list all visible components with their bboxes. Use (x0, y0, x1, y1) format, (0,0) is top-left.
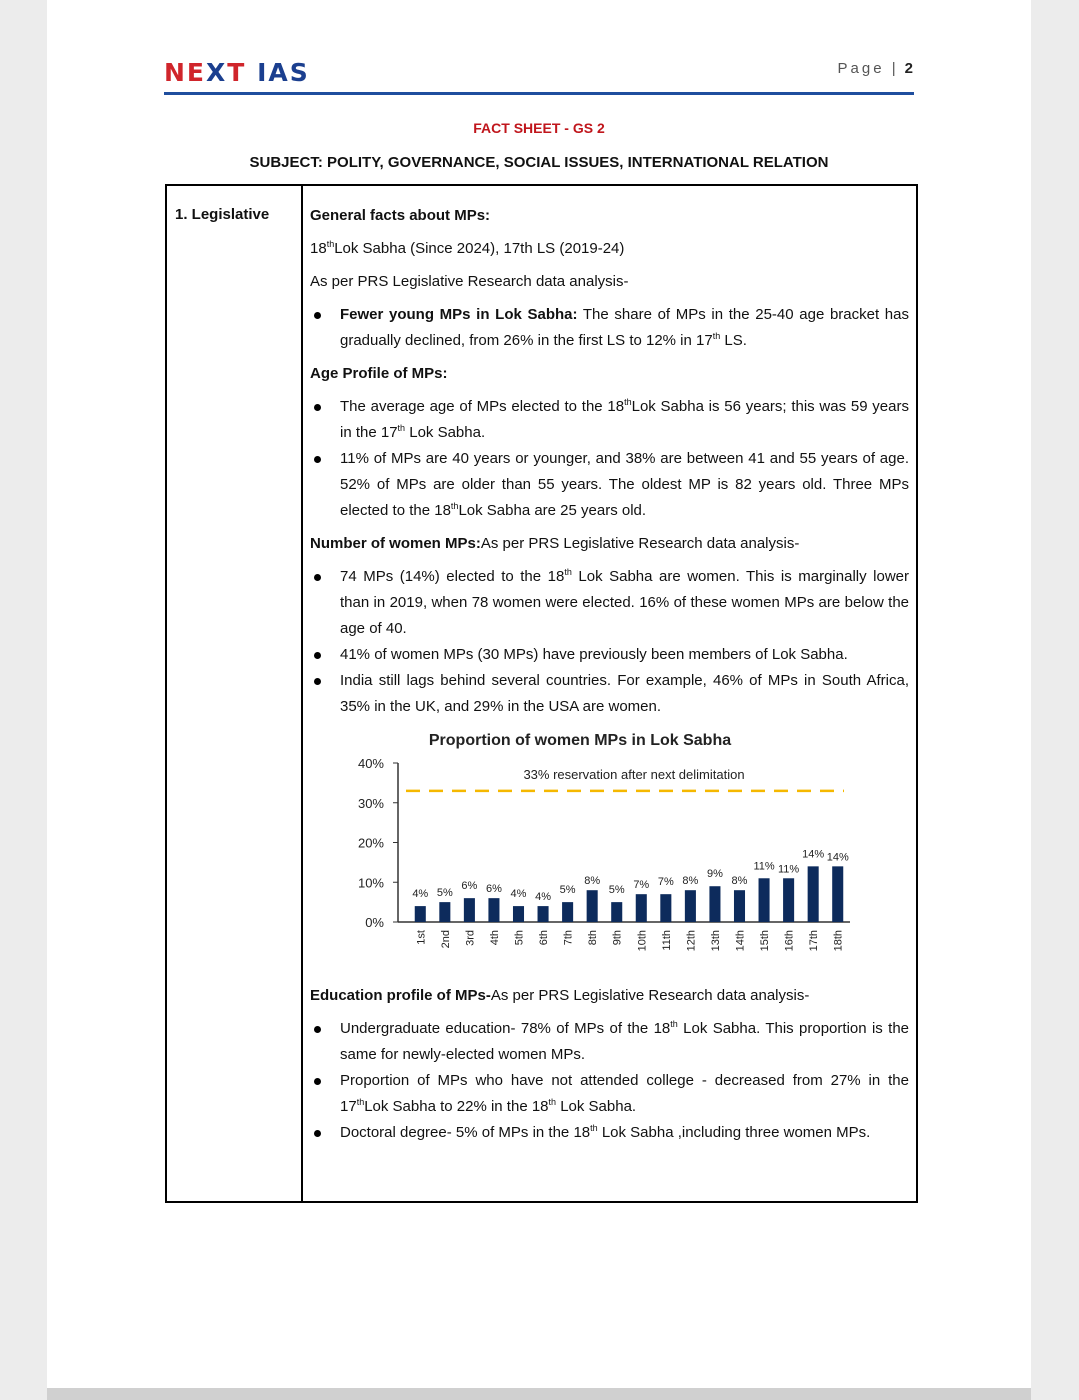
x-tick-label: 17th (808, 930, 821, 952)
bar (611, 902, 622, 922)
age-bullets (310, 394, 909, 524)
bar-label: 14% (802, 848, 825, 861)
x-tick-label: 7th (562, 930, 575, 946)
prs-line: As per PRS Legislative Research data analysis- (310, 273, 629, 290)
x-tick-label: 11th (660, 930, 673, 951)
x-tick-label: 5th (513, 930, 526, 946)
bar (538, 906, 549, 922)
bar-label: 8% (584, 875, 601, 888)
women-heading: Number of women MPs:As per PRS Legislative Research data analysis- (310, 535, 800, 552)
list-item: 11% of MPs are 40 years or younger, and 38% are between 41 and 55 years of age. 52% of MPs are older than 55 years. The oldest MP is 82 years old. Three MPs elected to the 18thLok Sabha are 25 years old. (310, 446, 909, 524)
x-tick-label: 10th (636, 930, 649, 952)
chart-title: Proportion of women MPs in Lok Sabha (428, 732, 732, 749)
header-rule (164, 92, 914, 95)
bar-label: 6% (461, 880, 478, 893)
bar (734, 890, 745, 922)
page-shadow (47, 1388, 1031, 1400)
bar-label: 4% (510, 888, 527, 901)
bar (488, 898, 499, 922)
age-heading: Age Profile of MPs: (310, 365, 448, 382)
bar (709, 886, 720, 922)
y-tick-label: 20% (357, 835, 384, 851)
x-tick-label: 12th (685, 930, 698, 952)
bar-label: 8% (731, 875, 748, 888)
bar (783, 878, 794, 922)
subject-line: SUBJECT: POLITY, GOVERNANCE, SOCIAL ISSUES, INTERNATIONAL RELATION (249, 154, 829, 171)
bar-label: 7% (633, 879, 650, 892)
page-number: Page | 2 (837, 60, 913, 77)
bar-label: 11% (778, 863, 800, 876)
general-heading: General facts about MPs: (310, 207, 491, 224)
bar (439, 902, 450, 922)
row-label: 1. Legislative (175, 206, 270, 223)
x-tick-label: 2nd (439, 930, 452, 949)
x-tick-label: 6th (538, 930, 551, 946)
bar (415, 906, 426, 922)
reservation-label: 33% reservation after next delimitation (523, 766, 745, 782)
education-bullets (310, 1016, 909, 1146)
fact-table (165, 184, 918, 1203)
next-ias-logo: NEXT IAS (164, 58, 310, 87)
list-item: India still lags behind several countries. For example, 46% of MPs in South Africa, 35% in the UK, and 29% in the USA are women. (310, 668, 909, 720)
education-heading: Education profile of MPs-As per PRS Legislative Research data analysis- (310, 987, 810, 1004)
list-item: 74 MPs (14%) elected to the 18th Lok Sabha are women. This is marginally lower than in 2019, when 78 women were elected. 16% of these women MPs are below the age of 40. (310, 564, 909, 642)
y-tick-label: 40% (357, 756, 384, 771)
bar (636, 894, 647, 922)
x-tick-label: 3rd (464, 930, 477, 946)
women-mps-chart (330, 727, 890, 967)
women-bullets (310, 564, 909, 720)
bar-label: 4% (535, 891, 552, 904)
bar-label: 11% (753, 860, 775, 873)
x-tick-label: 15th (759, 930, 772, 952)
chart-svg (330, 727, 890, 967)
list-item: Fewer young MPs in Lok Sabha: The share of MPs in the 25-40 age bracket has gradually declined, from 26% in the first LS to 12% in 17th LS. (310, 302, 909, 354)
lok-sabha-line: 18thLok Sabha (Since 2024), 17th LS (2019-24) (310, 239, 625, 257)
x-tick-label: 9th (611, 930, 624, 946)
content-cell (310, 203, 909, 1153)
bar (660, 894, 671, 922)
x-tick-label: 8th (587, 930, 600, 946)
bar (832, 866, 843, 922)
list-item: The average age of MPs elected to the 18thLok Sabha is 56 years; this was 59 years in the 17th Lok Sabha. (310, 394, 909, 446)
column-divider (301, 186, 303, 1201)
bar-label: 9% (706, 868, 723, 881)
document-page (47, 0, 1031, 1388)
bar (808, 866, 819, 922)
bar-label: 5% (608, 884, 625, 897)
bar-label: 6% (485, 883, 502, 896)
bar (759, 878, 770, 922)
bar (513, 906, 524, 922)
general-bullets (310, 302, 909, 354)
bar (464, 898, 475, 922)
bar-label: 8% (682, 875, 699, 888)
bar-label: 5% (559, 884, 576, 897)
bar-label: 14% (826, 851, 849, 864)
bar (587, 890, 598, 922)
x-tick-label: 18th (832, 930, 845, 952)
bar (562, 902, 573, 922)
bar-label: 7% (657, 876, 674, 889)
x-tick-label: 14th (734, 930, 747, 952)
bar-label: 4% (412, 888, 429, 901)
x-tick-label: 4th (488, 930, 501, 946)
list-item: Doctoral degree- 5% of MPs in the 18th Lok Sabha ,including three women MPs. (310, 1120, 909, 1146)
bar (685, 890, 696, 922)
list-item: Proportion of MPs who have not attended college - decreased from 27% in the 17thLok Sabha to 22% in the 18th Lok Sabha. (310, 1068, 909, 1120)
list-item: 41% of women MPs (30 MPs) have previously been members of Lok Sabha. (310, 642, 909, 668)
x-tick-label: 16th (783, 930, 796, 952)
x-tick-label: 1st (415, 930, 428, 945)
bar-label: 5% (436, 887, 453, 900)
y-tick-label: 30% (357, 795, 384, 811)
sheet-title: FACT SHEET - GS 2 (473, 120, 605, 136)
list-item: Undergraduate education- 78% of MPs of the 18th Lok Sabha. This proportion is the same for newly-elected women MPs. (310, 1016, 909, 1068)
x-tick-label: 13th (709, 930, 722, 952)
y-tick-label: 10% (357, 875, 384, 891)
y-tick-label: 0% (365, 915, 384, 930)
